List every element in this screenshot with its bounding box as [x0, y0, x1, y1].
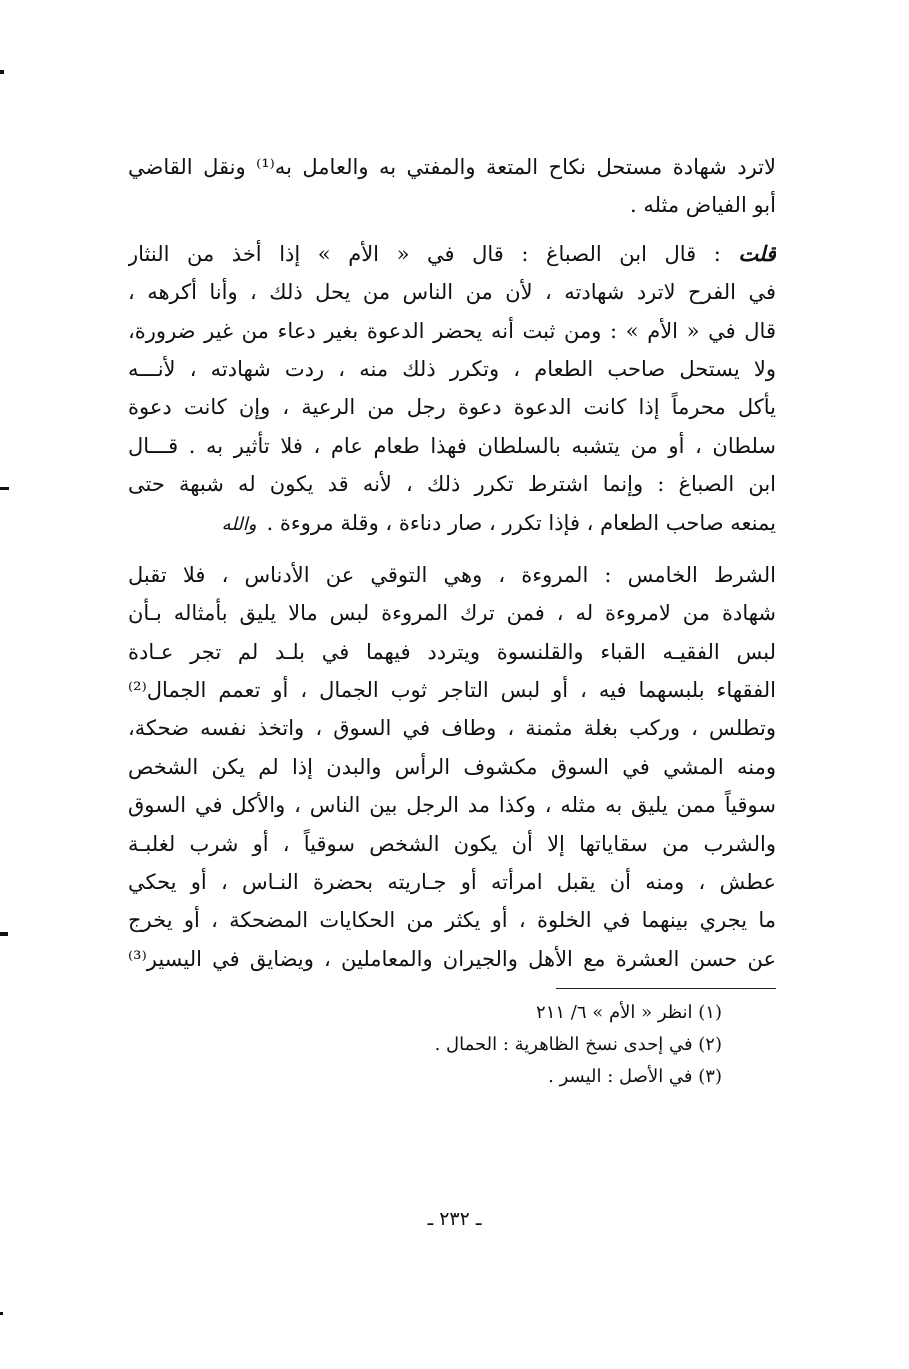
text-segment: يمنعه صاحب الطعام ، فإذا تكرر ، صار دناءة ، وقلة مروءة . [266, 510, 776, 535]
footnote-1: (١) انظر « الأم » ٦/ ٢١١ [536, 1002, 722, 1024]
text-line: شهادة من لامروءة له ، فمن ترك المروءة لبس مالا يليق بأمثاله بـأن [128, 601, 776, 626]
text-line: ولا يستحل صاحب الطعام ، وتكرر ذلك منه ، ردت شهادته ، لأنـــه [128, 356, 776, 381]
scan-mark-middle [0, 487, 9, 490]
text-line: لاترد شهادة مستحل نكاح المتعة والمفتي به والعامل به⁽¹⁾ ونقل القاضي [128, 155, 776, 179]
text-line: ومنه المشي في السوق مكشوف الرأس والبدن إذا لم يكن الشخص [128, 754, 776, 779]
text-line: عطش ، ومنه أن يقبل امرأته أو جـاريته بحضرة النـاس ، أو يحكي [128, 870, 776, 895]
text-line: في الفرح لاترد شهادته ، لأن من الناس من يحل ذلك ، وأنا أكرهه ، [128, 280, 776, 305]
text-line: أبو الفياض مثله . [629, 193, 776, 218]
paragraph-2 [128, 235, 776, 542]
paragraph-3 [128, 556, 776, 978]
text-line: سوقياً ممن يليق به مثله ، وكذا مد الرجل بين الناس ، والأكل في السوق [128, 793, 776, 818]
text-line: ابن الصباغ : وإنما اشترط تكرر ذلك ، لأنه قد يكون له شبهة حتى [128, 472, 776, 497]
scan-mark-top [0, 70, 4, 74]
text-line: الشرط الخامس : المروءة ، وهي التوقي عن الأدناس ، فلا تقبل [128, 562, 776, 587]
text-line: لبس الفقيـه القباء والقلنسوة ويتردد فيهما في بلـد لم تجر عـادة [128, 639, 776, 664]
text-line: وتطلس ، وركب بغلة مثمنة ، وطاف في السوق ، واتخذ نفسه ضحكة، [128, 716, 776, 741]
text-line: قال في « الأم » : ومن ثبت أنه يحضر الدعوة بغير دعاء من غير ضرورة، [128, 318, 776, 343]
text-line: الفقهاء بلبسهما فيه ، أو لبس التاجر ثوب الجمال ، أو تعمم الجمال⁽²⁾ [128, 678, 776, 703]
closing-phrase: والله [221, 513, 257, 535]
scan-mark-lower [0, 932, 8, 936]
text-line [128, 235, 776, 273]
qult-heading: قلت [738, 240, 776, 266]
paragraph-1 [128, 148, 776, 225]
footnote-3: (٣) في الأصل : اليسر . [548, 1066, 722, 1088]
text-line [128, 504, 776, 542]
text-line: والشرب من سقاياتها إلا أن يكون الشخص سوقياً ، أو شرب لغلبـة [128, 831, 776, 856]
text-segment: : قال ابن الصباغ : قال في « الأم » إذا أخذ من النثار [128, 241, 721, 266]
page-number: ـ ٢٣٢ ـ [427, 1208, 482, 1230]
footnote-divider [556, 988, 776, 989]
text-line: سلطان ، أو من يتشبه بالسلطان فهذا طعام عام ، فلا تأثير به . قـــال [128, 433, 776, 458]
page-body [128, 148, 776, 1093]
text-line: عن حسن العشرة مع الأهل والجيران والمعاملين ، ويضايق في اليسير⁽³⁾ [128, 946, 776, 971]
text-line: يأكل محرماً إذا كانت الدعوة دعوة رجل من الرعية ، وإن كانت دعوة [128, 395, 776, 420]
text-line: ما يجري بينهما في الخلوة ، أو يكثر من الحكايات المضحكة ، أو يخرج [128, 908, 776, 933]
footnote-2: (٢) في إحدى نسخ الظاهرية : الحمال . [434, 1034, 722, 1056]
footnotes [128, 997, 722, 1093]
scan-mark-bottom [0, 1312, 3, 1315]
